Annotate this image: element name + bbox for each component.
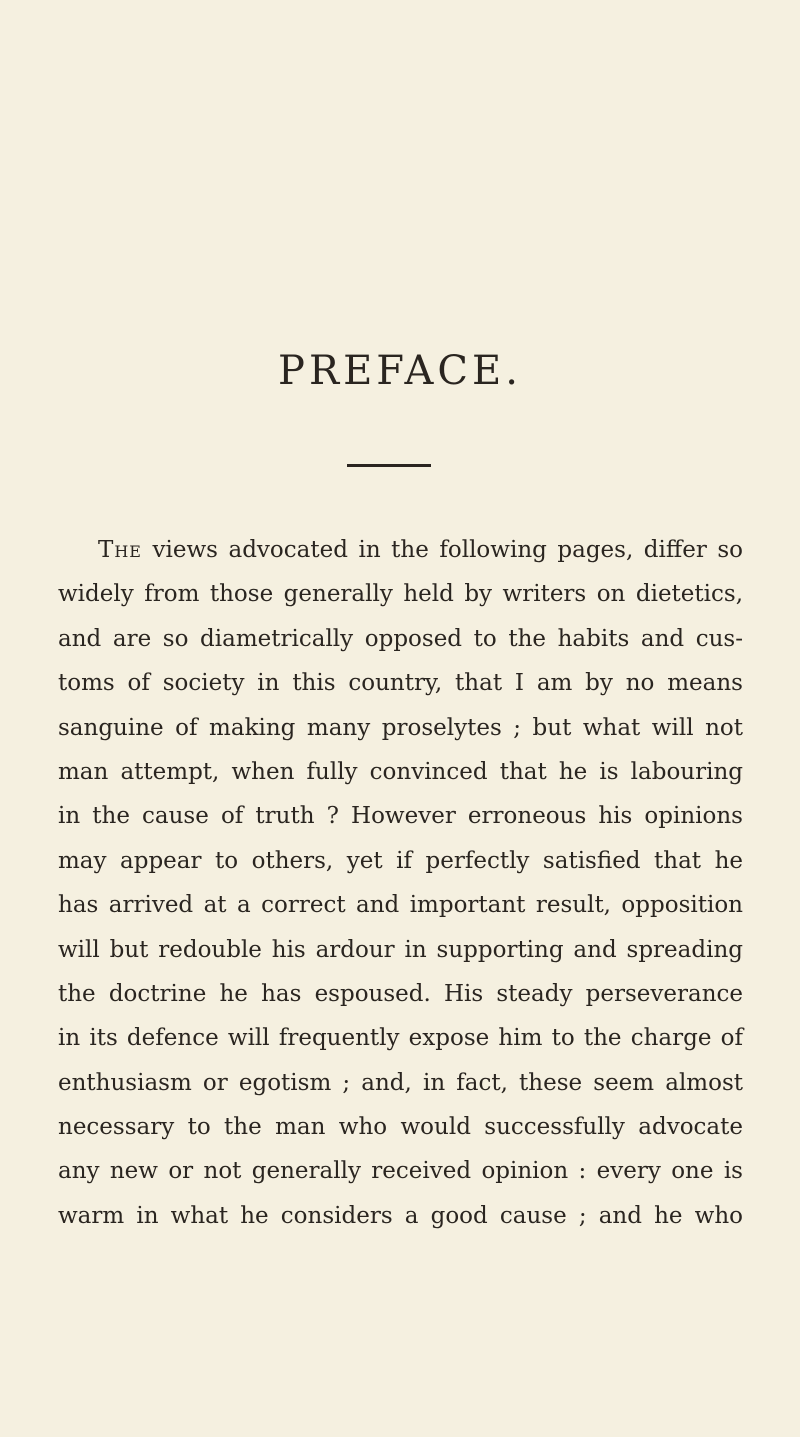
text-line: sanguine of making many proselytes ; but what will not — [58, 714, 743, 741]
text-line: enthusiasm or egotism ; and, in fact, these seem almost — [58, 1069, 743, 1096]
text-line: man attempt, when fully convinced that he is labouring — [58, 758, 743, 785]
text-line: will but redouble his ardour in supporting and spreading — [58, 936, 743, 963]
text-line: any new or not generally received opinion : every one is — [58, 1158, 743, 1185]
line-text: views advocated in the following pages, differ so — [141, 537, 743, 563]
text-line: necessary to the man who would successfully advocate — [58, 1114, 743, 1141]
text-line — [58, 528, 743, 572]
text-line: toms of society in this country, that I am by no means — [58, 670, 743, 697]
page-title: PREFACE. — [278, 348, 522, 394]
text-line: has arrived at a correct and important result, opposition — [58, 892, 743, 919]
text-line: warm in what he considers a good cause ; and he who — [58, 1202, 743, 1229]
preface-paragraph — [58, 528, 743, 1238]
title-divider — [347, 464, 431, 467]
text-line: the doctrine he has espoused. His steady perseverance — [58, 980, 743, 1007]
text-line: widely from those generally held by writers on dietetics, — [58, 581, 743, 608]
text-line: in the cause of truth ? However erroneous his opinions — [58, 803, 743, 830]
text-line: and are so diametrically opposed to the habits and cus- — [58, 625, 743, 652]
opening-word: The — [98, 537, 142, 563]
text-line: in its defence will frequently expose him to the charge of — [58, 1025, 743, 1052]
text-line: may appear to others, yet if perfectly satisfied that he — [58, 847, 743, 874]
